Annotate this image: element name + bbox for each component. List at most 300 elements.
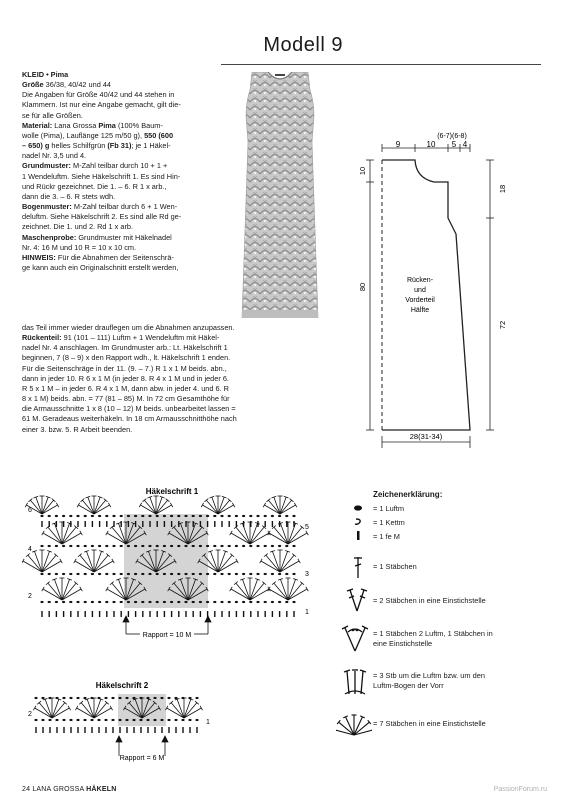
- chain-mark: [134, 515, 137, 517]
- chain-mark: [40, 545, 43, 547]
- rapport-label-1: Rapport = 10 M: [142, 632, 192, 639]
- stitch-mark: [80, 531, 83, 535]
- stitch-mark: [280, 551, 288, 572]
- text-line: beginnen, 7 (8 – 9) x den Rapport wdh., lt. Häkelschrift 1 enden.: [22, 353, 231, 363]
- sc-mark: [164, 521, 165, 527]
- legend-item: eine Einstichstelle: [373, 639, 433, 648]
- chain-mark: [264, 601, 267, 603]
- chain-mark: [163, 515, 166, 517]
- sc-mark: [257, 521, 258, 527]
- chain-mark: [105, 573, 108, 575]
- chain-mark: [163, 601, 166, 603]
- stitch-mark: [156, 497, 162, 514]
- stitch-mark: [22, 559, 24, 563]
- stitch-mark: [60, 559, 63, 563]
- chain-mark: [148, 573, 151, 575]
- chain-mark: [242, 545, 245, 547]
- yarn-amount: 550 (600: [144, 130, 174, 140]
- chain-mark: [127, 573, 130, 575]
- sc-mark: [214, 521, 215, 527]
- stitch-mark: [156, 500, 168, 514]
- stitch-mark: [218, 561, 237, 572]
- dim-bottom: 28(31-34): [409, 432, 443, 441]
- chain-mark: [242, 601, 245, 603]
- stitch-mark: [39, 703, 52, 718]
- chain-mark: [141, 545, 144, 547]
- instructions-column: [22, 70, 218, 273]
- chain-mark: [271, 601, 274, 603]
- chain-mark: [278, 573, 281, 575]
- text-line: Für die Abnahmen der Seitenschrä-: [55, 252, 174, 262]
- stitch-mark: [77, 503, 80, 507]
- stitch-mark: [269, 533, 288, 544]
- chain-mark: [55, 719, 58, 721]
- chain-mark: [120, 545, 123, 547]
- footer-section: HÄKELN: [86, 786, 117, 793]
- legend-item: = 1 Kettm: [373, 518, 405, 527]
- chain-mark: [235, 601, 238, 603]
- stitch-mark: [42, 587, 45, 591]
- stitch-mark: [94, 555, 108, 572]
- two-dc-same-stitch-icon: [344, 586, 370, 614]
- stitch-mark: [212, 497, 218, 514]
- chain-mark: [48, 719, 51, 721]
- sc-mark: [279, 521, 280, 527]
- stitch-mark: [30, 500, 42, 514]
- stitch-mark: [94, 699, 101, 718]
- stitch-mark: [230, 531, 233, 535]
- sc-mark: [196, 727, 197, 733]
- sc-mark: [189, 727, 190, 733]
- chain-mark: [271, 515, 274, 517]
- chain-mark: [228, 515, 231, 517]
- stitch-mark: [250, 579, 258, 600]
- sc-mark: [193, 611, 194, 617]
- sc-mark: [193, 521, 194, 527]
- chain-mark: [146, 697, 149, 699]
- chain-mark: [170, 515, 173, 517]
- chain-mark: [174, 697, 177, 699]
- sc-mark: [56, 611, 57, 617]
- stitch-mark: [288, 583, 302, 600]
- legend-title: Zeichenerklärung:: [373, 490, 443, 499]
- chain-mark: [134, 573, 137, 575]
- chart-1-title: Häkelschrift 1: [145, 487, 199, 496]
- v-stitch-icon: [340, 622, 370, 654]
- sc-mark: [157, 521, 158, 527]
- stitch-mark: [232, 503, 235, 507]
- stitch-mark: [87, 699, 94, 718]
- stitch-mark: [54, 523, 62, 544]
- yarn-name: Pima: [98, 120, 116, 130]
- chain-mark: [69, 697, 72, 699]
- chain-mark: [48, 697, 51, 699]
- chain-mark: [111, 719, 114, 721]
- stitch-mark: [110, 706, 113, 710]
- sc-mark: [293, 611, 294, 617]
- chain-mark: [104, 719, 107, 721]
- instructions-continued: [22, 323, 310, 435]
- chain-mark: [98, 573, 101, 575]
- sc-mark: [106, 611, 107, 617]
- sc-mark: [171, 611, 172, 617]
- chain-mark: [48, 545, 51, 547]
- sc-mark: [92, 521, 93, 527]
- text-line: M-Zahl teilbar durch 10 + 1 +: [70, 161, 168, 171]
- chain-mark: [163, 573, 166, 575]
- chain-mark: [132, 719, 135, 721]
- chain-mark: [148, 545, 151, 547]
- sc-mark: [133, 727, 134, 733]
- stitch-mark: [35, 708, 52, 718]
- stitch-mark: [75, 561, 94, 572]
- chain-mark: [264, 515, 267, 517]
- chain-mark: [148, 515, 151, 517]
- sc-mark: [265, 611, 266, 617]
- sc-mark: [77, 521, 78, 527]
- chain-mark: [84, 515, 87, 517]
- sc-mark: [265, 521, 266, 527]
- sc-mark: [84, 727, 85, 733]
- chain-mark: [292, 545, 295, 547]
- chain-mark: [285, 573, 288, 575]
- chain-mark: [192, 545, 195, 547]
- chain-mark: [48, 601, 51, 603]
- stitch-mark: [48, 583, 62, 600]
- stitch-mark: [52, 708, 69, 718]
- stitch-mark: [280, 555, 294, 572]
- text-line: das Teil immer wieder drauflegen um die Abnahmen anzupassen.: [22, 323, 235, 332]
- sc-mark: [149, 611, 150, 617]
- chain-mark: [139, 697, 142, 699]
- sc-mark: [49, 611, 50, 617]
- sc-mark: [41, 611, 42, 617]
- chain-mark: [55, 515, 58, 517]
- chain-mark: [156, 545, 159, 547]
- label-maschenprobe: Maschenprobe:: [22, 232, 77, 242]
- sc-mark: [161, 727, 162, 733]
- sc-mark: [149, 521, 150, 527]
- stitch-mark: [218, 505, 234, 514]
- stitch-mark: [42, 531, 45, 535]
- stitch-mark: [112, 559, 115, 563]
- sc-mark: [243, 521, 244, 527]
- text-line: M-Zahl teilbar durch 6 + 1 Wen-: [71, 202, 178, 212]
- chain-mark: [55, 697, 58, 699]
- chain-mark: [177, 515, 180, 517]
- stitch-mark: [77, 708, 94, 718]
- sc-mark: [56, 521, 57, 527]
- chain-mark: [192, 515, 195, 517]
- page-title: Modell 9: [263, 34, 343, 56]
- chain-mark: [292, 601, 295, 603]
- stitch-mark: [272, 551, 280, 572]
- sc-mark: [119, 727, 120, 733]
- stitch-mark: [177, 699, 184, 718]
- chain-mark: [249, 545, 252, 547]
- stitch-mark: [294, 503, 297, 507]
- text-line: helles Schilfgrün: [49, 141, 108, 151]
- stitch-mark: [156, 505, 172, 514]
- sc-mark: [70, 727, 71, 733]
- chain-mark: [160, 697, 163, 699]
- stitch-mark: [274, 583, 288, 600]
- stitch-mark: [269, 589, 288, 600]
- row-label: 2: [28, 711, 32, 718]
- crochet-chart-2: [22, 680, 222, 780]
- sc-mark: [63, 521, 64, 527]
- chain-mark: [249, 601, 252, 603]
- sc-mark: [200, 521, 201, 527]
- stitch-mark: [56, 503, 59, 507]
- stitch-mark: [250, 533, 269, 544]
- text-line: Klammern. Ist nur eine Angabe gemacht, gilt die-: [22, 100, 181, 110]
- chain-mark: [76, 719, 79, 721]
- stitch-mark: [52, 699, 59, 718]
- piece-label-3: Vorderteil: [405, 297, 435, 304]
- chain-mark: [213, 515, 216, 517]
- text-line: 36/38, 40/42 und 44: [43, 80, 112, 90]
- chain-mark: [55, 601, 58, 603]
- stitch-mark: [94, 497, 100, 514]
- sc-mark: [286, 611, 287, 617]
- chain-mark: [271, 545, 274, 547]
- sc-mark: [229, 521, 230, 527]
- chain-mark: [98, 545, 101, 547]
- chain-mark: [181, 697, 184, 699]
- chain-mark: [199, 515, 202, 517]
- text-line: Für die Seitenschräge in der 11. (9. – 7.) R 1 x 1 M beids. abn.,: [22, 363, 227, 373]
- sc-mark: [98, 727, 99, 733]
- text-line: Die Angaben für Größe 40/42 und 44 stehen in: [22, 90, 175, 100]
- dim-right-72: 72: [498, 320, 507, 330]
- row-label: 1: [206, 719, 210, 726]
- chain-mark: [213, 545, 216, 547]
- sc-mark: [147, 727, 148, 733]
- chain-mark: [97, 697, 100, 699]
- double-crochet-icon: [348, 554, 368, 580]
- sc-mark: [91, 727, 92, 733]
- chain-mark: [120, 573, 123, 575]
- chain-mark: [292, 573, 295, 575]
- text-line: 61 M. Geradeaus weiterhäkeln. In 18 cm Armausschnitthöhe nach: [22, 414, 237, 424]
- sc-mark: [154, 727, 155, 733]
- sc-mark: [113, 521, 114, 527]
- stitch-mark: [231, 533, 250, 544]
- chain-mark: [177, 601, 180, 603]
- chain-mark: [84, 601, 87, 603]
- stitch-mark: [62, 579, 70, 600]
- crochet-chart-1: [22, 484, 322, 654]
- sc-mark: [135, 521, 136, 527]
- text-line: 1 Wendeluftm. Siehe Häkelschrift 1. Es sind Hin-: [22, 171, 181, 181]
- sc-mark: [185, 521, 186, 527]
- chart-2-title: Häkelschrift 2: [95, 681, 149, 690]
- chain-mark: [292, 515, 295, 517]
- stitch-mark: [170, 503, 173, 507]
- heading-kleid: KLEID • Pima: [22, 70, 69, 79]
- stitch-mark: [42, 561, 61, 572]
- legend-item: = 2 Stäbchen in eine Einstichstelle: [373, 596, 486, 605]
- chain-mark: [41, 719, 44, 721]
- chain-mark: [235, 545, 238, 547]
- legend-item: = 7 Stäbchen in eine Einstichstelle: [373, 719, 486, 728]
- text-line: nadel Nr. 4 anschlagen. Im Grundmuster arb.: Lt. Häkelschrift 1: [22, 343, 228, 353]
- chain-mark: [192, 573, 195, 575]
- stitch-mark: [242, 579, 250, 600]
- seven-dc-shell-icon: [336, 708, 372, 738]
- text-line: Lana Grossa: [52, 120, 99, 130]
- text-line: ge kann auch ein Originalschnitt erstellt werden,: [22, 262, 179, 272]
- chain-mark: [195, 697, 198, 699]
- chain-mark: [112, 601, 115, 603]
- chain-mark: [34, 719, 37, 721]
- chain-mark: [242, 573, 245, 575]
- chain-mark: [148, 601, 151, 603]
- chain-mark: [34, 697, 37, 699]
- chain-mark: [118, 697, 121, 699]
- chain-mark: [256, 545, 259, 547]
- chain-mark: [62, 697, 65, 699]
- sc-mark: [286, 521, 287, 527]
- stitch-mark: [80, 555, 94, 572]
- dim-right-18: 18: [498, 184, 507, 194]
- dim-5: 5: [451, 140, 457, 149]
- chain-mark: [285, 545, 288, 547]
- chain-mark: [127, 515, 130, 517]
- chain-mark: [220, 573, 223, 575]
- dim-top-small: (6-7)(6-8): [437, 133, 467, 140]
- footer-brand: LANA GROSSA: [32, 786, 84, 793]
- stitch-mark: [68, 706, 71, 710]
- stitch-mark: [250, 589, 269, 600]
- sc-mark: [250, 611, 251, 617]
- stitch-mark: [236, 527, 250, 544]
- sc-mark: [279, 611, 280, 617]
- chain-mark: [163, 545, 166, 547]
- stitch-mark: [45, 699, 52, 718]
- stitch-mark: [210, 551, 218, 572]
- chain-mark: [90, 697, 93, 699]
- stitch-mark: [150, 497, 156, 514]
- text-line: wolle (Pima), Lauflänge 125 m/50 g),: [22, 130, 145, 140]
- sc-mark: [41, 521, 42, 527]
- sc-mark: [35, 727, 36, 733]
- row-label: 6: [28, 507, 32, 514]
- sc-mark: [178, 611, 179, 617]
- label-hinweis: HINWEIS:: [22, 252, 56, 262]
- row-label: 4: [28, 546, 32, 553]
- text-line: se für alle Größen.: [22, 110, 83, 120]
- stitch-mark: [274, 497, 280, 514]
- page-number: 24: [22, 786, 31, 793]
- text-line: dann in jeder 10. R 6 x 1 M (in jeder 8. R 4 x 1 M und in jeder 6.: [22, 373, 229, 383]
- stitch-mark: [280, 497, 286, 514]
- chain-mark: [285, 515, 288, 517]
- chain-mark: [62, 719, 65, 721]
- chain-mark: [167, 719, 170, 721]
- chain-mark: [62, 601, 65, 603]
- legend-item: = 1 Stäbchen 2 Luftm, 1 Stäbchen in: [373, 629, 493, 638]
- stitch-mark: [171, 703, 184, 718]
- chain-mark: [256, 601, 259, 603]
- chain-mark: [199, 601, 202, 603]
- dim-left-80: 80: [358, 282, 367, 292]
- stitch-mark: [306, 587, 309, 591]
- sc-mark: [171, 521, 172, 527]
- stitch-mark: [62, 527, 76, 544]
- stitch-mark: [144, 500, 156, 514]
- chain-mark: [91, 601, 94, 603]
- sc-mark: [182, 727, 183, 733]
- sc-mark: [200, 611, 201, 617]
- text-line: (100% Baum-: [115, 120, 163, 130]
- chain-mark: [76, 515, 79, 517]
- chain-mark: [41, 697, 44, 699]
- chain-mark: [48, 515, 51, 517]
- dress-photo: [230, 72, 330, 318]
- chain-mark: [160, 719, 163, 721]
- sc-mark: [105, 727, 106, 733]
- stitch-mark: [88, 497, 94, 514]
- text-line: einer 3. bzw. 5. R Arbeit beenden.: [22, 424, 133, 434]
- chain-mark: [105, 601, 108, 603]
- chain-mark: [40, 601, 43, 603]
- sc-mark: [128, 611, 129, 617]
- row-label: 3: [305, 571, 309, 578]
- dim-10: 10: [426, 140, 436, 149]
- stitch-mark: [288, 527, 302, 544]
- stitch-mark: [94, 708, 111, 718]
- dim-left-10: 10: [358, 166, 367, 176]
- stitch-mark: [250, 527, 264, 544]
- chain-mark: [213, 601, 216, 603]
- chain-mark: [184, 601, 187, 603]
- sc-mark: [168, 727, 169, 733]
- sc-mark: [140, 727, 141, 733]
- sc-mark: [142, 611, 143, 617]
- text-line: 8 x 1 M) beids. abn. = 77 (81 – 85) M. In 72 cm Gesamthöhe für: [22, 394, 230, 404]
- chain-mark: [256, 573, 259, 575]
- chain-mark: [235, 515, 238, 517]
- stitch-mark: [280, 561, 299, 572]
- chain-mark: [228, 545, 231, 547]
- chain-mark: [69, 601, 72, 603]
- chain-mark: [249, 515, 252, 517]
- stitch-mark: [167, 708, 184, 718]
- rapport-label-2: Rapport = 6 M: [119, 755, 165, 762]
- single-crochet-icon: [350, 529, 366, 543]
- chain-mark: [112, 515, 115, 517]
- stitch-mark: [288, 579, 296, 600]
- yarn-amount: – 650) g: [22, 141, 50, 151]
- stitch-mark: [94, 500, 106, 514]
- sc-mark: [56, 727, 57, 733]
- stitch-mark: [201, 503, 204, 507]
- chain-mark: [188, 719, 191, 721]
- chain-mark: [206, 515, 209, 517]
- garment-outline: [382, 160, 470, 430]
- stitch-mark: [280, 505, 296, 514]
- text-line: zeichnet. Die 1. und 2. Rd 1 x arb.: [22, 222, 134, 232]
- chain-mark: [98, 515, 101, 517]
- stitch-mark: [112, 527, 126, 544]
- stitch-mark: [54, 579, 62, 600]
- chain-mark: [83, 719, 86, 721]
- text-line: Nr. 4: 16 M und 10 R = 10 x 10 cm.: [22, 242, 137, 252]
- stitch-mark: [236, 559, 239, 563]
- stitch-mark: [42, 555, 56, 572]
